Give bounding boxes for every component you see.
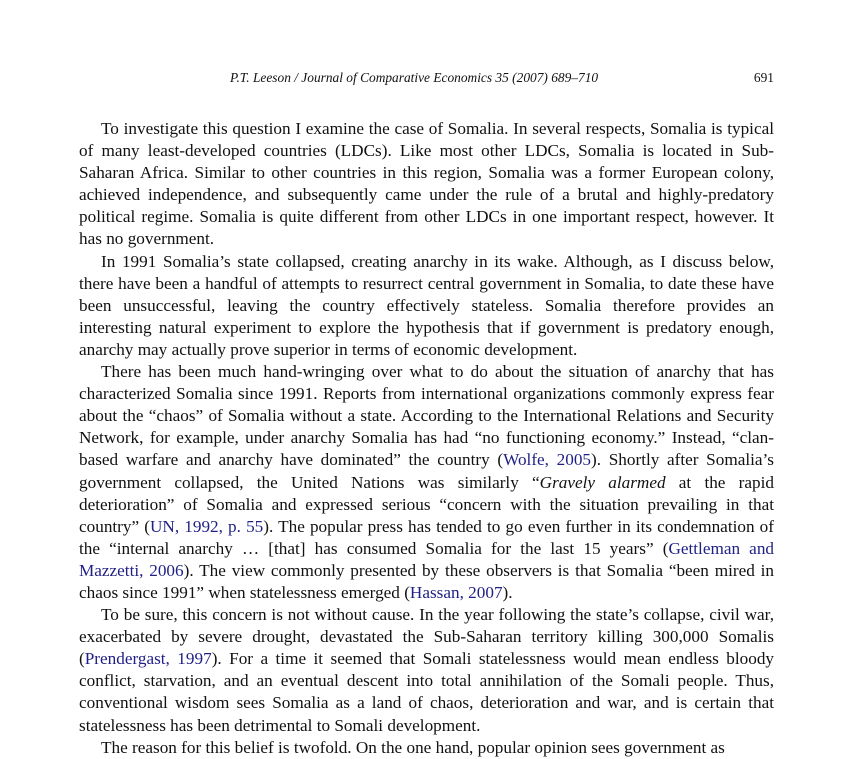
page-number: 691	[753, 70, 774, 85]
paragraph-text: There has been much hand-wringing over what to do about the situation of anarchy that has characterized Somalia since 1991. Reports from international organizations commonly express fear about the “chaos” of Somalia without a state. According to the International Relations and Security Network, for example, under anarchy Somalia has had “no functioning economy.” Instead, “clan-based warfare and anarchy have dominated” the country (	[79, 362, 774, 470]
citation-link-un-1992[interactable]: UN, 1992, p. 55	[150, 516, 264, 536]
paragraph-5	[79, 737, 774, 759]
emphasis-text: Gravely alarmed	[539, 472, 666, 492]
paragraph-2	[79, 251, 774, 361]
paragraph-3	[79, 361, 774, 604]
paragraph-text: To be sure, this concern is not without cause. In the year following the state’s collapse, civil war, exacerbated by severe drought, devastated the Sub-Saharan territory killing 300,000 Somalis (	[79, 605, 774, 669]
paragraph-text: ).	[502, 582, 513, 602]
running-header	[230, 69, 774, 87]
paragraph-text: To investigate this question I examine the case of Somalia. In several respects, Somalia is typical of many least-developed countries (LDCs). Like most other LDCs, Somalia is located in Sub-Saharan Africa. Similar to other countries in this region, Somalia was a former European colony, achieved independence, and subsequently came under the rule of a brutal and highly-predatory political regime. Somalia is quite different from other LDCs in one important respect, however. It has no government.	[79, 119, 774, 249]
citation-link-hassan-2007[interactable]: Hassan, 2007	[409, 582, 503, 602]
body-text	[79, 118, 774, 759]
paragraph-text: ). The popular press has tended to go even further in its condemnation of the “internal anarchy … [that] has consumed Somalia for the last 15 years” (	[79, 516, 775, 558]
paragraph-text: The reason for this belief is twofold. On the one hand, popular opinion sees government as	[101, 737, 725, 757]
journal-citation-header: P.T. Leeson / Journal of Comparative Economics 35 (2007) 689–710	[230, 70, 599, 85]
citation-link-gettleman-mazzetti-2006[interactable]: Gettleman and Mazzetti, 2006	[79, 538, 775, 580]
paragraph-text: ). The view commonly presented by these observers is that Somalia “been mired in chaos since 1991” when statelessness emerged (	[79, 560, 774, 602]
paragraph-text: at the rapid deterioration” of Somalia and expressed serious “concern with the situation prevailing in that country” (	[79, 472, 774, 536]
paragraph-text: In 1991 Somalia’s state collapsed, creating anarchy in its wake. Although, as I discuss below, there have been a handful of attempts to resurrect central government in Somalia, to date these have been unsuccessful, leaving the country effectively stateless. Somalia therefore provides an interesting natural experiment to explore the hypothesis that if government is predatory enough, anarchy may actually prove superior in terms of economic development.	[79, 251, 774, 359]
paragraph-text: ). Shortly after Somalia’s government collapsed, the United Nations was similarly “	[79, 450, 774, 492]
paragraph-4	[79, 604, 774, 737]
citation-link-prendergast-1997[interactable]: Prendergast, 1997	[84, 649, 212, 669]
citation-link-wolfe-2005[interactable]: Wolfe, 2005	[503, 450, 592, 470]
paragraph-1	[79, 118, 774, 251]
paragraph-text: ). For a time it seemed that Somali statelessness would mean endless bloody conflict, starvation, and an eventual descent into total annihilation of the Somali people. Thus, conventional wisdom sees Somalia as a land of chaos, deterioration and war, and is certain that statelessness has been detrimental to Somali development.	[79, 649, 775, 735]
